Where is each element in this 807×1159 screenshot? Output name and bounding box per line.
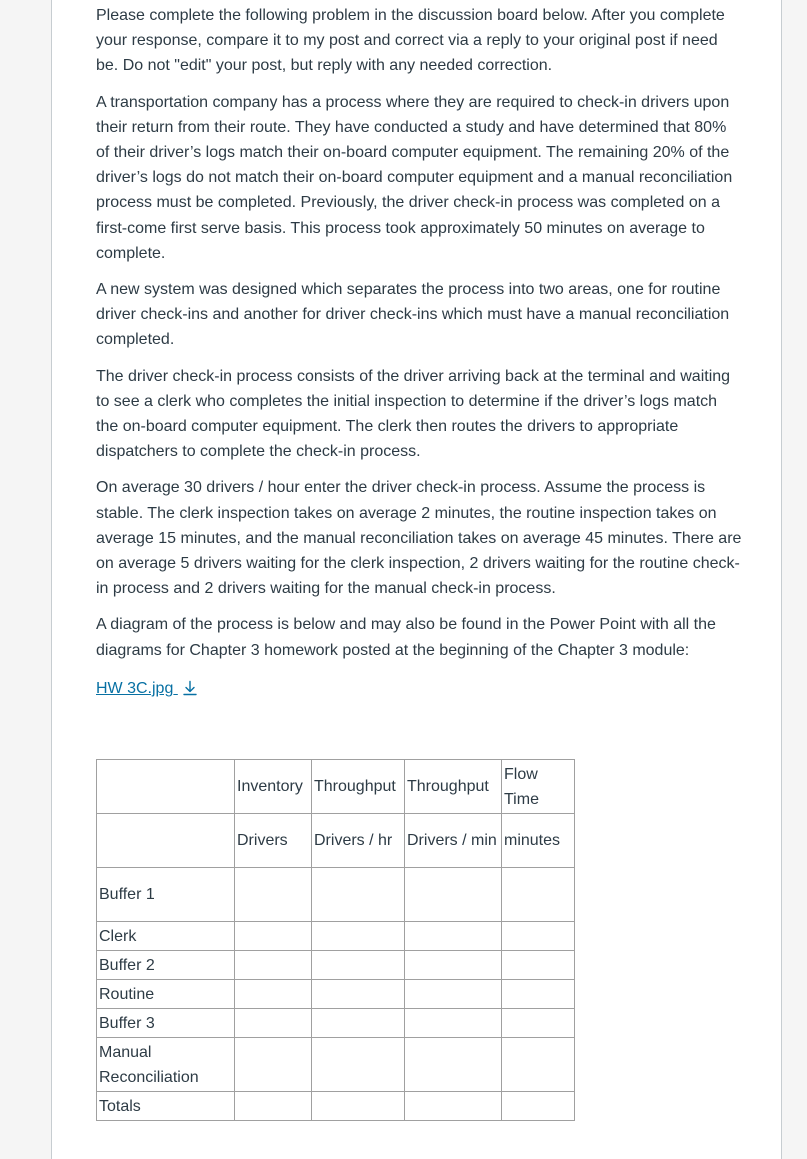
table-cell	[502, 1009, 575, 1038]
table-cell	[405, 951, 502, 980]
table-header-cell: Drivers	[235, 814, 312, 868]
post-body	[96, 3, 742, 704]
process-paragraph: The driver check-in process consists of the driver arriving back at the terminal and waiting to see a clerk who completes the initial inspection to determine if the driver’s logs match the on-board computer equipment. The clerk then routes the drivers to appropriate dispatchers to complete the check-in process.	[96, 367, 731, 461]
row-label: Buffer 3	[97, 1009, 235, 1038]
table-header-cell	[97, 814, 235, 868]
table-header-cell: Drivers / hr	[312, 814, 405, 868]
table-cell	[235, 951, 312, 980]
table-cell	[502, 922, 575, 951]
table-cell	[502, 1038, 575, 1092]
table-cell	[312, 1092, 405, 1121]
table-header-cell: Throughput	[312, 760, 405, 814]
table-cell	[235, 1038, 312, 1092]
table-header-cell: minutes	[502, 814, 575, 868]
table-row	[97, 1009, 575, 1038]
table-header-cell: Flow Time	[502, 760, 575, 814]
rates-paragraph: On average 30 drivers / hour enter the driver check-in process. Assume the process is stable. The clerk inspection takes on average 2 minutes, the routine inspection takes on average 15 minutes, and the manual reconciliation takes on average 45 minutes. There are on average 5 drivers waiting for the clerk inspection, 2 drivers waiting for the routine check-in process and 2 drivers waiting for the manual check-in process.	[96, 479, 742, 598]
table-cell	[405, 1038, 502, 1092]
table-cell	[405, 980, 502, 1009]
table-cell	[235, 1009, 312, 1038]
table-cell	[502, 1092, 575, 1121]
attachment-link[interactable]	[96, 676, 198, 704]
table-cell	[235, 980, 312, 1009]
row-label: Routine	[97, 980, 235, 1009]
row-label: Totals	[97, 1092, 235, 1121]
download-icon[interactable]	[182, 679, 198, 704]
table-cell	[405, 868, 502, 922]
table-row	[97, 1092, 575, 1121]
table-cell	[405, 1009, 502, 1038]
table-cell	[235, 1092, 312, 1121]
table-cell	[312, 1009, 405, 1038]
table-header-cell: Inventory	[235, 760, 312, 814]
table-header-cell: Throughput	[405, 760, 502, 814]
table-row	[97, 922, 575, 951]
table-cell	[312, 1038, 405, 1092]
table-row	[97, 868, 575, 922]
table-row	[97, 1038, 575, 1092]
table-header-cell: Drivers / min	[405, 814, 502, 868]
table-cell	[405, 1092, 502, 1121]
row-label: Manual Reconciliation	[97, 1038, 235, 1092]
row-label: Buffer 1	[97, 868, 235, 922]
table-cell	[405, 922, 502, 951]
discussion-post	[51, 0, 782, 1159]
table-row	[97, 980, 575, 1009]
table-cell	[502, 868, 575, 922]
table-cell	[312, 980, 405, 1009]
row-label: Clerk	[97, 922, 235, 951]
row-label: Buffer 2	[97, 951, 235, 980]
table-header-row	[97, 760, 575, 814]
attachment-name: HW 3C.jpg	[96, 679, 174, 697]
table-cell	[502, 980, 575, 1009]
table-units-row	[97, 814, 575, 868]
process-table	[96, 759, 575, 1121]
table-cell	[235, 922, 312, 951]
table-row	[97, 951, 575, 980]
table-cell	[312, 922, 405, 951]
problem-paragraph: A transportation company has a process where they are required to check-in drivers upon their return from their route. They have conducted a study and have determined that 80% of their driver’s logs match their on-board computer equipment. The remaining 20% of the driver’s logs do not match their on-board computer equipment and a manual reconciliation process must be completed. Previously, the driver check-in process was completed on a first-come first serve basis. This process took approximately 50 minutes on average to complete.	[96, 93, 733, 262]
table-cell	[235, 868, 312, 922]
new-system-paragraph: A new system was designed which separates the process into two areas, one for routine driver check-ins and another for driver check-ins which must have a manual reconciliation completed.	[96, 281, 730, 349]
instructions-paragraph: Please complete the following problem in the discussion board below. After you complete your response, compare it to my post and correct via a reply to your original post if need be. Do not "edit" your post, but reply with any needed correction.	[96, 7, 725, 75]
diagram-paragraph: A diagram of the process is below and may also be found in the Power Point with all the diagrams for Chapter 3 homework posted at the beginning of the Chapter 3 module:	[96, 616, 716, 659]
table-cell	[312, 868, 405, 922]
table-cell	[502, 951, 575, 980]
table-header-cell	[97, 760, 235, 814]
table-cell	[312, 951, 405, 980]
